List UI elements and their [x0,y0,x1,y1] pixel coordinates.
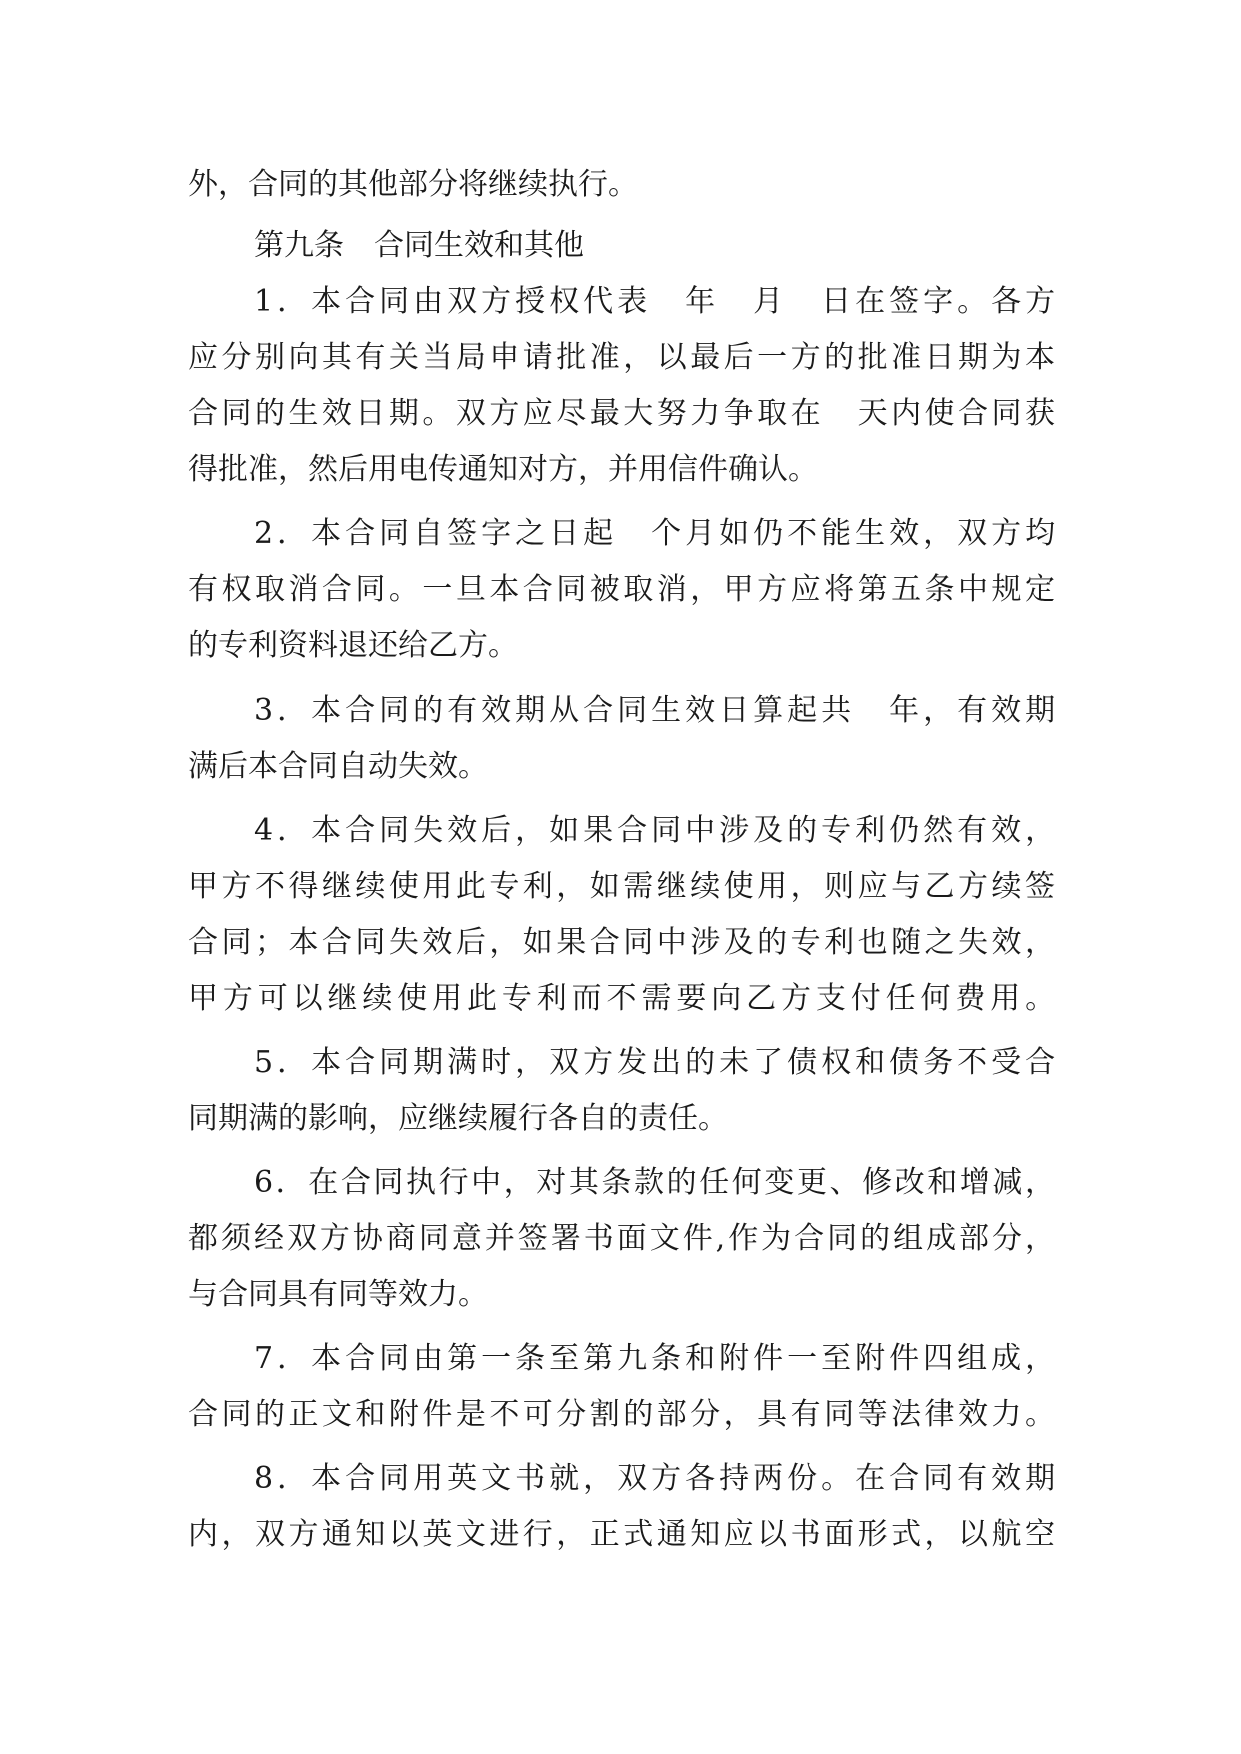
text-line [0,1038,1241,1088]
line-text: 的专利资料退还给乙方。 [188,628,518,663]
text-line [0,918,1241,968]
text-line [0,1390,1241,1440]
line-text: 满后本合同自动失效。 [188,749,488,784]
line-text: 3．本合同的有效期从合同生效日算起共 年，有效期 [254,693,1060,728]
text-line [0,686,1241,736]
text-line [0,1454,1241,1504]
line-text: 与合同具有同等效力。 [188,1277,488,1312]
line-text: 2．本合同自签字之日起 个月如仍不能生效，双方均 [254,516,1060,551]
line-text: 6．在合同执行中，对其条款的任何变更、修改和增减， [254,1165,1058,1200]
text-line [0,974,1241,1024]
line-text: 第九条 合同生效和其他 [254,228,584,263]
text-line [0,1094,1241,1144]
text-line [0,160,1241,210]
line-text: 得批准，然后用电传通知对方，并用信件确认。 [188,452,818,487]
text-line [0,1510,1241,1560]
section-heading [0,221,1241,271]
line-text: 5．本合同期满时，双方发出的未了债权和债务不受合 [254,1045,1060,1080]
line-text: 合同的正文和附件是不可分割的部分，具有同等法律效力。 [188,1397,1059,1432]
line-text: 合同的生效日期。双方应尽最大努力争取在 天内使合同获 [188,396,1059,431]
line-text: 甲方可以继续使用此专利而不需要向乙方支付任何费用。 [188,981,1060,1016]
line-text: 4．本合同失效后，如果合同中涉及的专利仍然有效， [254,813,1060,848]
line-text: 内，双方通知以英文进行，正式通知应以书面形式，以航空 [188,1517,1059,1552]
line-text: 同期满的影响，应继续履行各自的责任。 [188,1101,728,1136]
text-line [0,742,1241,792]
text-line [0,565,1241,615]
text-line [0,333,1241,383]
text-line [0,277,1241,327]
text-line [0,806,1241,856]
line-text: 7．本合同由第一条至第九条和附件一至附件四组成， [254,1341,1060,1376]
text-line [0,509,1241,559]
line-text: 外，合同的其他部分将继续执行。 [188,167,638,202]
text-line [0,1270,1241,1320]
line-text: 8．本合同用英文书就，双方各持两份。在合同有效期 [254,1461,1060,1496]
line-text: 1．本合同由双方授权代表 年 月 日在签字。各方 [254,284,1060,319]
text-line [0,445,1241,495]
line-text: 有权取消合同。一旦本合同被取消，甲方应将第五条中规定 [188,572,1059,607]
text-line [0,1158,1241,1208]
line-text: 合同；本合同失效后，如果合同中涉及的专利也随之失效， [188,925,1059,960]
text-line [0,389,1241,439]
line-text: 应分别向其有关当局申请批准，以最后一方的批准日期为本 [188,340,1059,375]
text-line [0,621,1241,671]
text-line [0,862,1241,912]
line-text: 甲方不得继续使用此专利，如需继续使用，则应与乙方续签 [188,869,1059,904]
text-line [0,1214,1241,1264]
text-line [0,1334,1241,1384]
line-text: 都须经双方协商同意并签署书面文件,作为合同的组成部分， [188,1221,1058,1256]
